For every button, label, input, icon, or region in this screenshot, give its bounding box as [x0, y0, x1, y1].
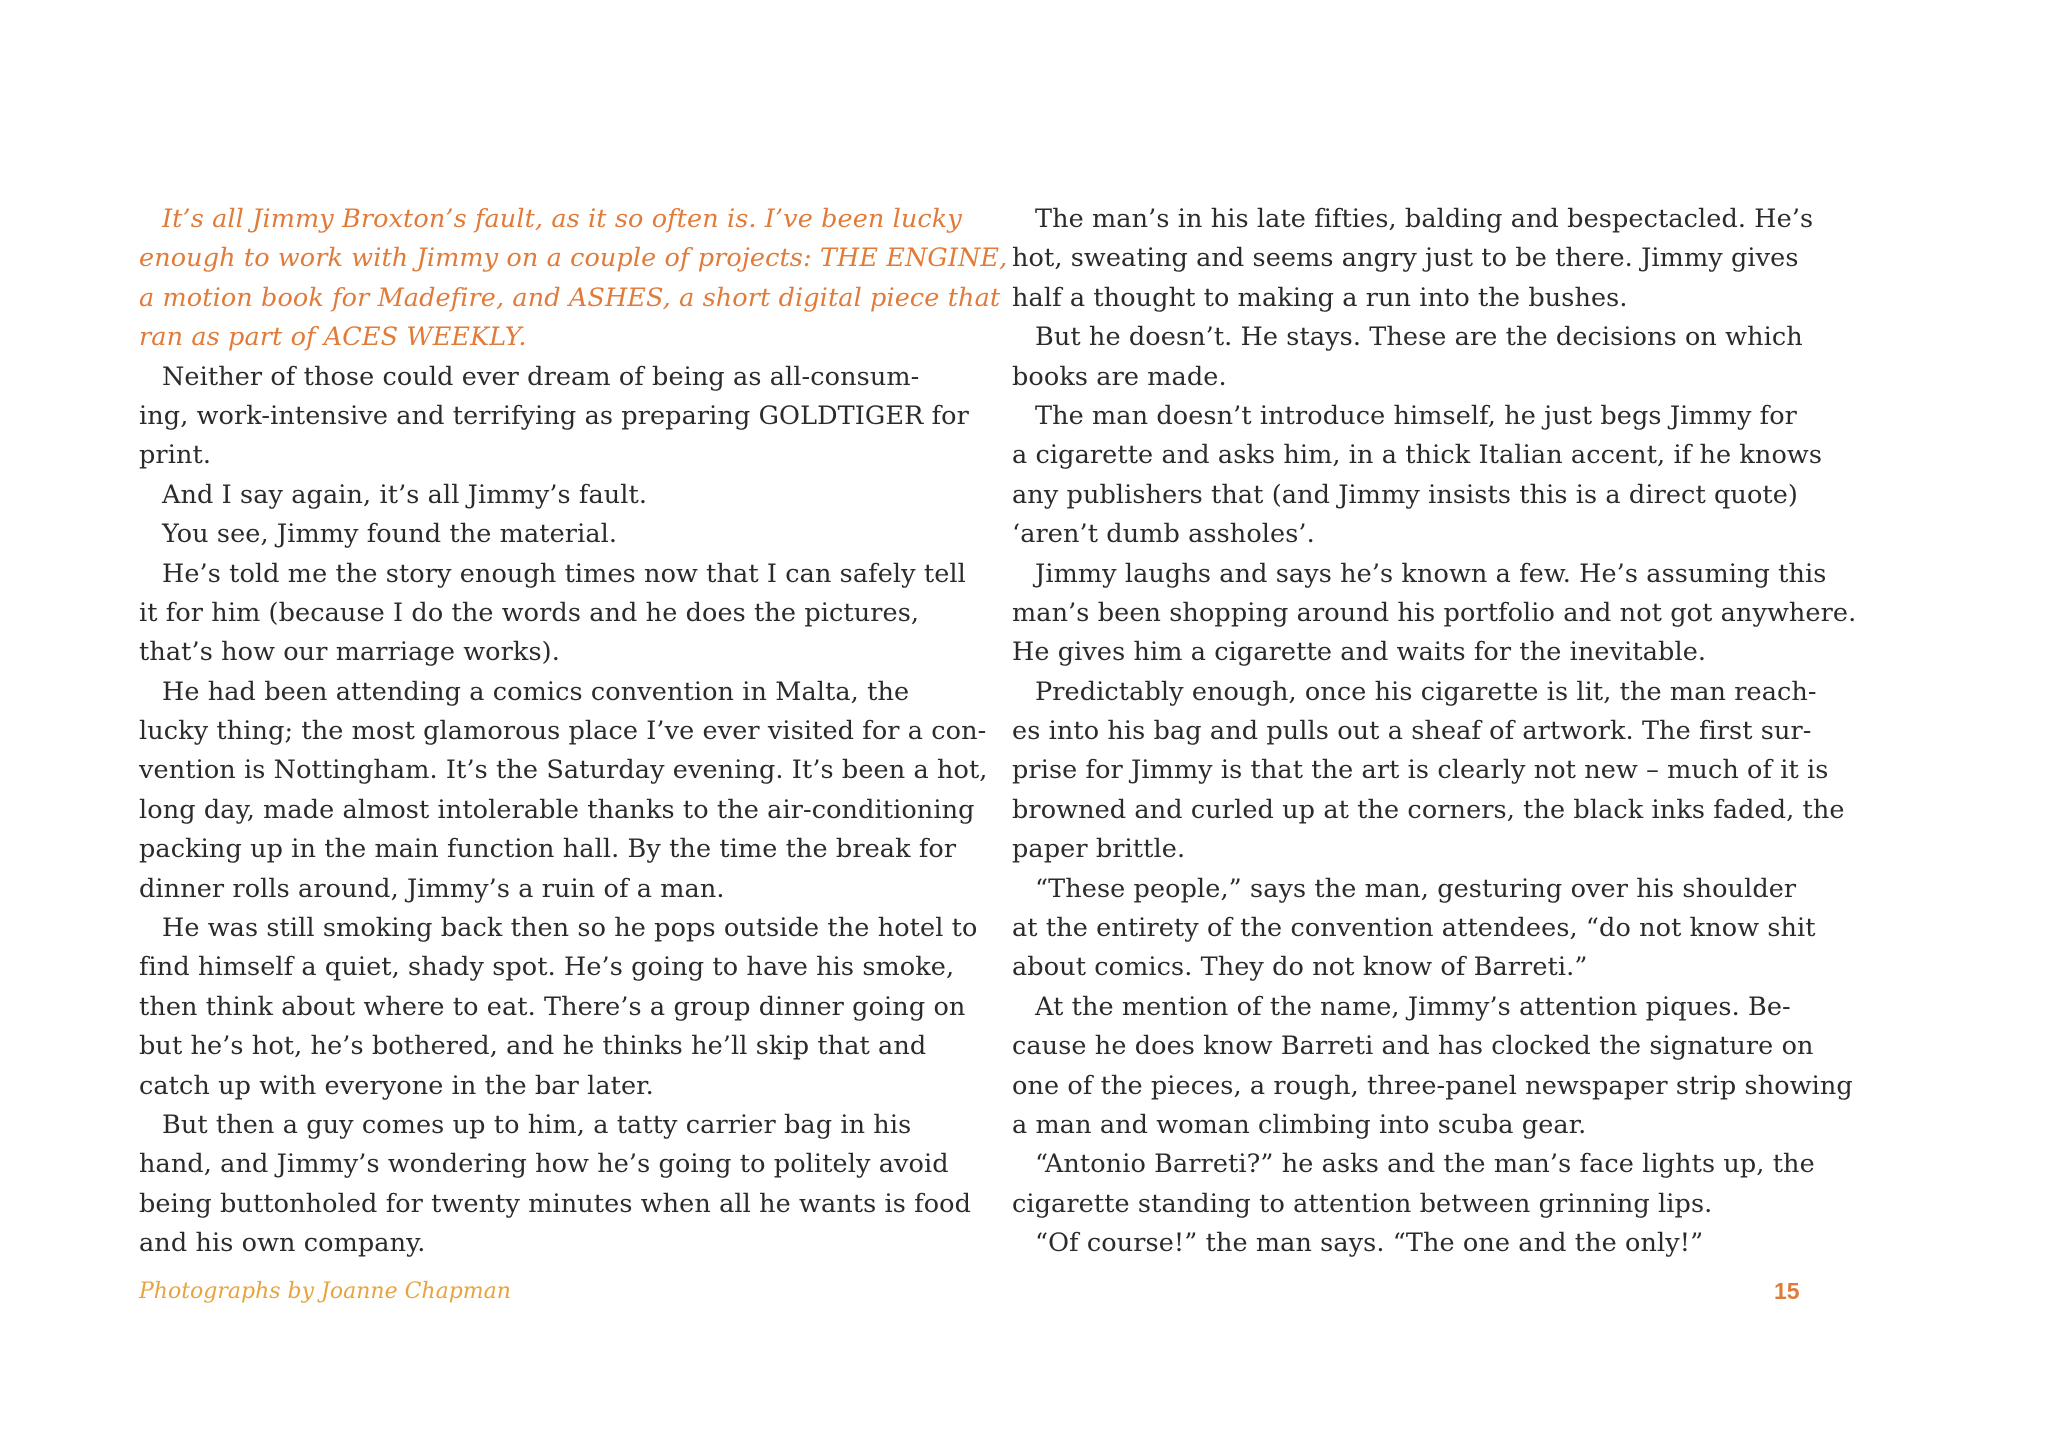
body-line: browned and curled up at the corners, the black inks faded, the [1012, 794, 1845, 825]
body-line: Jimmy laughs and says he’s known a few. He’s assuming this [1035, 558, 1827, 589]
body-line: “Antonio Barreti?” he asks and the man’s face lights up, the [1035, 1149, 1815, 1180]
body-line: prise for Jimmy is that the art is clearly not new – much of it is [1012, 755, 1829, 786]
body-line: books are made. [1012, 361, 1227, 392]
body-line: hot, sweating and seems angry just to be there. Jimmy gives [1012, 243, 1799, 274]
body-line: packing up in the main function hall. By the time the break for [139, 834, 957, 865]
body-line: He had been attending a comics convention in Malta, the [162, 676, 910, 707]
intro-line: It’s all Jimmy Broxton’s fault, as it so often is. I’ve been lucky [162, 204, 962, 234]
body-line: He’s told me the story enough times now that I can safely tell [162, 558, 966, 589]
body-line: You see, Jimmy found the material. [162, 519, 618, 550]
body-line: es into his bag and pulls out a sheaf of artwork. The first sur- [1012, 716, 1812, 747]
body-line: “These people,” says the man, gesturing over his shoulder [1035, 873, 1797, 904]
body-line: man’s been shopping around his portfolio and not got anywhere. [1012, 597, 1857, 628]
body-line: Predictably enough, once his cigarette is lit, the man reach- [1035, 676, 1817, 707]
body-line: lucky thing; the most glamorous place I’ve ever visited for a con- [139, 716, 987, 747]
body-line: paper brittle. [1012, 834, 1186, 865]
body-line: about comics. They do not know of Barreti.” [1012, 952, 1588, 983]
body-line: any publishers that (and Jimmy insists this is a direct quote) [1012, 479, 1798, 510]
body-line: dinner rolls around, Jimmy’s a ruin of a man. [139, 873, 725, 904]
intro-line: ran as part of ACES WEEKLY. [139, 322, 527, 353]
body-line: but he’s hot, he’s bothered, and he thinks he’ll skip that and [139, 1031, 927, 1062]
body-line: “Of course!” the man says. “The one and the only!” [1035, 1228, 1704, 1259]
body-line: a cigarette and asks him, in a thick Italian accent, if he knows [1012, 440, 1823, 471]
body-line: cigarette standing to attention between grinning lips. [1012, 1188, 1713, 1219]
intro-line: enough to work with Jimmy on a couple of projects: THE ENGINE, [139, 243, 1008, 274]
body-line: catch up with everyone in the bar later. [139, 1070, 654, 1101]
body-line: find himself a quiet, shady spot. He’s going to have his smoke, [139, 952, 955, 983]
body-line: ‘aren’t dumb assholes’. [1012, 519, 1315, 550]
body-line: But he doesn’t. He stays. These are the decisions on which [1035, 322, 1803, 353]
intro-line: a motion book for Madefire, and ASHES, a short digital piece that [139, 282, 1001, 313]
left-column [139, 200, 1008, 1264]
body-line: print. [139, 440, 212, 471]
photo-credit: Photographs by Joanne Chapman [139, 1279, 511, 1304]
body-line: one of the pieces, a rough, three-panel newspaper strip showing [1012, 1070, 1853, 1101]
body-line: and his own company. [139, 1228, 426, 1259]
body-line: He was still smoking back then so he pops outside the hotel to [162, 913, 978, 944]
body-line: long day, made almost intolerable thanks to the air-conditioning [139, 794, 975, 825]
body-line: it for him (because I do the words and he does the pictures, [139, 597, 920, 628]
body-line: hand, and Jimmy’s wondering how he’s going to politely avoid [139, 1149, 949, 1180]
body-line: that’s how our marriage works). [139, 637, 560, 668]
body-line: Neither of those could ever dream of being as all-consum- [162, 361, 920, 392]
body-line: But then a guy comes up to him, a tatty carrier bag in his [162, 1109, 912, 1140]
body-line: He gives him a cigarette and waits for the inevitable. [1012, 637, 1707, 668]
body-line: At the mention of the name, Jimmy’s attention piques. Be- [1035, 991, 1791, 1022]
body-line: ing, work-intensive and terrifying as preparing GOLDTIGER for [139, 400, 969, 431]
body-line: at the entirety of the convention attendees, “do not know shit [1012, 913, 1816, 944]
body-line: The man doesn’t introduce himself, he just begs Jimmy for [1035, 400, 1797, 431]
page-number: 15 [1774, 1278, 1800, 1304]
right-column [1012, 200, 1857, 1264]
body-line: a man and woman climbing into scuba gear. [1012, 1109, 1587, 1140]
body-line: The man’s in his late fifties, balding and bespectacled. He’s [1035, 204, 1814, 234]
body-line: cause he does know Barreti and has clocked the signature on [1012, 1031, 1814, 1062]
body-line: then think about where to eat. There’s a group dinner going on [139, 991, 966, 1022]
body-line: And I say again, it’s all Jimmy’s fault. [162, 479, 648, 510]
body-line: being buttonholed for twenty minutes when all he wants is food [139, 1188, 972, 1219]
body-line: vention is Nottingham. It’s the Saturday evening. It’s been a hot, [139, 755, 988, 786]
body-line: half a thought to making a run into the bushes. [1012, 282, 1628, 313]
